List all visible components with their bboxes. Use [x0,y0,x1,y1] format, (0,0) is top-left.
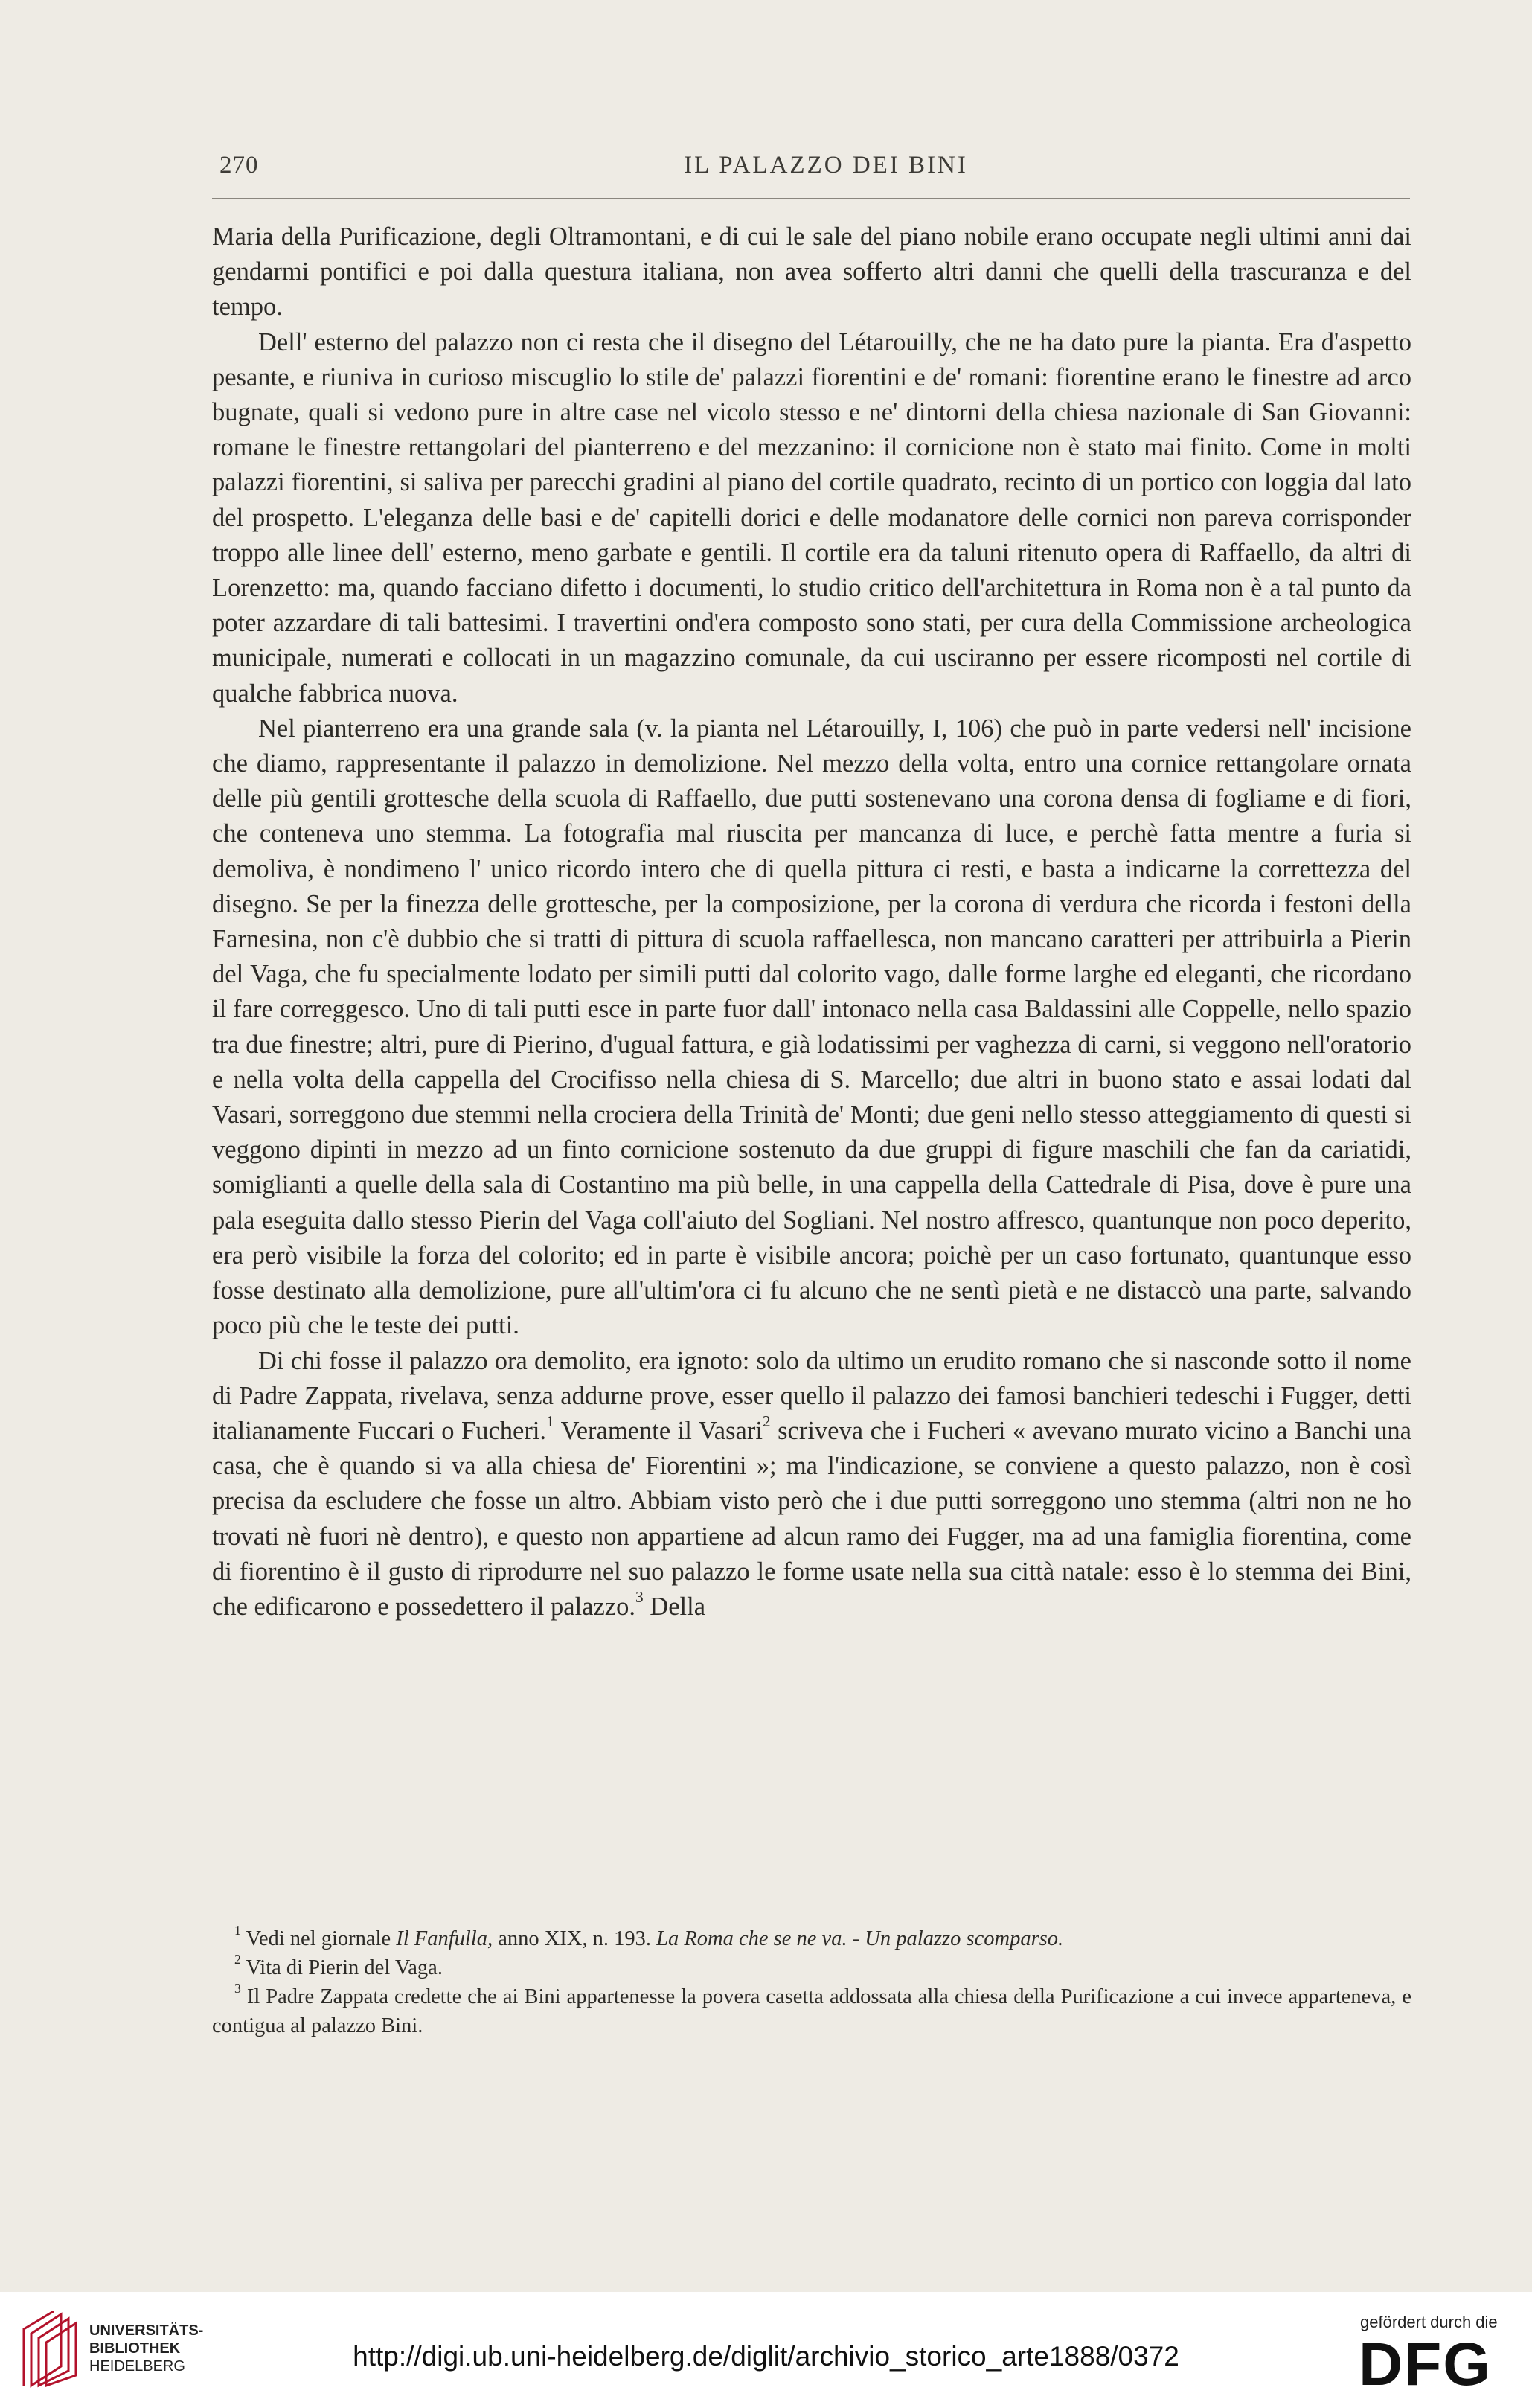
bottom-banner [0,2292,1532,2408]
footnote-marker: 1 [546,1412,554,1431]
footnote-number: 2 [234,1951,241,1967]
paragraph-text: Veramente il Vasari [554,1416,763,1445]
dfg-logo: DFG [1359,2331,1493,2398]
footnote-number: 3 [234,1980,241,1996]
library-name-line: UNIVERSITÄTS- [89,2322,204,2339]
footnote-marker: 2 [762,1412,771,1431]
paragraph: Dell' esterno del palazzo non ci resta che il disegno del Létarouilly, che ne ha dato pure la pianta. Era d'aspetto pesante, e riuniva in curioso miscuglio lo stile de' palazzi fiorentini e de' romani: fiorentine erano le finestre ad arco bugnate, quali si vedono pure in altre case nel vicolo stesso e ne' dintorni della chiesa nazionale di San Giovanni: romane le finestre rettangolari del pianterreno e del mezzanino: il cornicione non è stato mai finito. Come in molti palazzi fiorentini, si saliva per parecchi gradini al piano del cortile quadrato, recinto di un portico con loggia dal lato del prospetto. L'eleganza delle basi e de' capitelli dorici e delle modanatore delle cornici non pareva corrisponder troppo alle linee dell' esterno, meno garbate e gentili. Il cortile era da taluni ritenuto opera di Raffaello, da altri di Lorenzetto: ma, quando facciano difetto i documenti, lo studio critico dell'architettura in Roma non è a tal punto da poter azzardare di tali battesimi. I travertini ond'era composto sono stati, per cura della Commissione archeologica municipale, numerati e collocati in un magazzino comunale, da cui usciranno per essere ricomposti nel cortile di qualche fabbrica nuova. [212,327,1411,708]
funder-text: gefördert durch die [1360,2313,1498,2331]
footnote [212,1982,1411,2040]
paragraph: Maria della Purificazione, degli Oltramontani, e di cui le sale del piano nobile erano occupate negli ultimi anni dai gendarmi pontifici e poi dalla questura italiana, non avea sofferto altri danni che quelli della trascuranza e del tempo. [212,222,1411,321]
body-text [212,220,1411,1624]
footnote-marker: 3 [635,1588,644,1607]
footnote-text: Vita di Pierin del Vaga. [240,1956,443,1979]
paragraph-text: Della [643,1592,706,1621]
library-name-line: BIBLIOTHEK [89,2340,181,2357]
footnote [212,1924,1411,1953]
library-city: HEIDELBERG [89,2358,185,2375]
paragraph-text: Di chi fosse il palazzo ora demolito, era ignoto: solo da ultimo un erudito romano che si nasconde sotto il nome di Padre Zappata, rivelava, senza addurne prove, esser quello il palazzo dei famosi banchieri tedeschi i Fugger, detti italianamente Fuccari o Fucheri. [212,1346,1411,1445]
footnote-text: Vedi nel giornale [240,1927,397,1950]
running-title: IL PALAZZO DEI BINI [684,152,968,179]
page-number: 270 [219,152,259,179]
paragraph-text: scriveva che i Fucheri « avevano murato vicino a Banchi una casa, che è quando si va alla chiesa de' Fiorentini »; ma l'indicazione, se conviene a questo palazzo, non è così precisa da escludere che fosse un altro. Abbiam visto però che i due putti sorreggono uno stemma (altri non ne ho trovati nè fuori nè dentro), e questo non appartiene ad alcun ramo dei Fugger, ma ad una famiglia fiorentina, come di fiorentino è il gusto di riprodurre nel suo palazzo le forme usate nella sua città natale: esso è lo stemma dei Bini, che edificarono e possedettero il palazzo. [212,1416,1411,1621]
footnote-text: anno XIX, n. 193. [493,1927,657,1950]
footnote-number: 1 [234,1922,241,1938]
article-title: La Roma che se ne va. - Un palazzo scomparso. [656,1927,1064,1950]
paragraph: Nel pianterreno era una grande sala (v. la pianta nel Létarouilly, I, 106) che può in parte vedersi nell' incisione che diamo, rappresentante il palazzo in demolizione. Nel mezzo della volta, entro una cornice rettangolare ornata delle più gentili grottesche della scuola di Raffaello, due putti sostenevano una corona densa di fogliame e di fiori, che conteneva uno stemma. La fotografia mal riuscita per mancanza di luce, e perchè fatta mentre a furia si demoliva, è nondimeno l' unico ricordo intero che di quella pittura ci resti, e basta a indicarne la correttezza del disegno. Se per la finezza delle grottesche, per la composizione, per la corona di verdura che ricorda i festoni della Farnesina, non c'è dubbio che si tratti di pittura di scuola raffaellesca, non mancano caratteri per attribuirla a Pierin del Vaga, che fu specialmente lodato per simili putti dal colorito vago, dalle forme larghe ed eleganti, che ricordano il fare correggesco. Uno di tali putti esce in parte fuor dall' intonaco nella casa Baldassini alle Coppelle, nello spazio tra due finestre; altri, pure di Pierino, d'ugual fattura, e già lodatissimi per vaghezza di carni, si veggono nell'oratorio e nella volta della cappella del Crocifisso nella chiesa di S. Marcello; due altri in buono stato e assai lodati dal Vasari, sorreggono due stemmi nella crociera della Trinità de' Monti; due geni nello stesso atteggiamento di questi si veggono dipinti in mezzo ad un finto cornicione sostenuto da due gruppi di figure maschili che fan da cariatidi, somiglianti a quelle della sala di Costantino ma più belle, in una cappella della Cattedrale di Pisa, dove è pure una pala eseguita dallo stesso Pierin del Vaga coll'aiuto del Sogliani. Nel nostro affresco, quantunque non poco deperito, era però visibile la forza del colorito; ed in parte è visibile ancora; poichè per un caso fortunato, quantunque esso fosse destinato alla demolizione, pure all'ultim'ora ci fu alcuno che ne sentì pietà e ne distaccò una parte, salvando poco più che le teste dei putti. [212,714,1411,1340]
permalink-url[interactable]: http://digi.ub.uni-heidelberg.de/diglit/archivio_storico_arte1888/0372 [353,2341,1179,2372]
footnote-text: Il Padre Zappata credette che ai Bini appartenesse la povera casetta addossata alla chiesa della Purificazione a cui invece apparteneva, e contigua al palazzo Bini. [212,1985,1411,2037]
page-header [212,147,1410,192]
paragraph [212,1344,1411,1625]
journal-title: Il Fanfulla, [396,1927,493,1950]
footnotes [212,1924,1411,2040]
footnote [212,1953,1411,1982]
header-rule [212,198,1410,199]
